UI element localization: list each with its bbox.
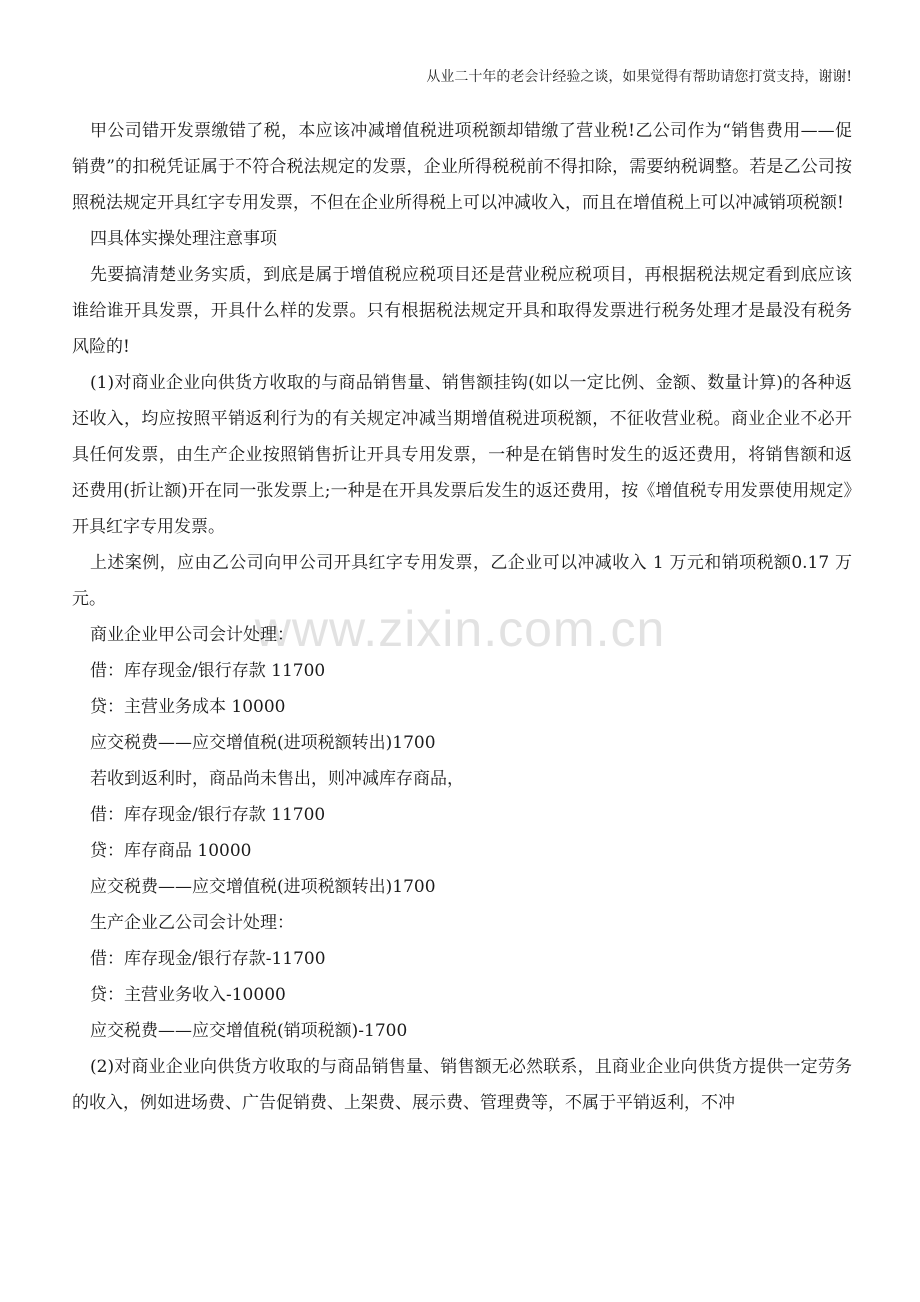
paragraph: 商业企业甲公司会计处理： <box>90 625 294 645</box>
paragraph: (2)对商业企业向供货方收取的与商品销售量、销售额无必然联系，且商业企业向供货方提供一定劳务的收入，例如进场费、广告促销费、上架费、展示费、管理费等，不属于平销返利，不冲 <box>72 1057 852 1113</box>
paragraph: 生产企业乙公司会计处理： <box>90 913 294 933</box>
journal-entry: 贷：主营业务成本 10000 <box>90 697 286 717</box>
paragraph: 先要搞清楚业务实质，到底是属于增值税应税项目还是营业税应税项目，再根据税法规定看到底应该谁给谁开具发票，开具什么样的发票。只有根据税法规定开具和取得发票进行税务处理才是最没有税务风险的! <box>72 265 852 357</box>
journal-entry: 借：库存现金/银行存款 11700 <box>90 661 326 681</box>
journal-entry: 应交税费——应交增值税(销项税额)-1700 <box>90 1021 408 1041</box>
header-note: 从业二十年的老会计经验之谈，如果觉得有帮助请您打赏支持，谢谢! <box>426 69 852 85</box>
paragraph: (1)对商业企业向供货方收取的与商品销售量、销售额挂钩(如以一定比例、金额、数量计算)的各种返还收入，均应按照平销返利行为的有关规定冲减当期增值税进项税额，不征收营业税。商业企业不必开具任何发票，由生产企业按照销售折让开具专用发票，一种是在销售时发生的返还费用，将销售额和返还费用(折让额)开在同一张发票上;一种是在开具发票后发生的返还费用，按《增值税专用发票使用规定》开具红字专用发票。 <box>72 373 852 537</box>
journal-entry: 应交税费——应交增值税(进项税额转出)1700 <box>90 877 436 897</box>
section-heading: 四具体实操处理注意事项 <box>90 229 277 249</box>
journal-entry: 贷：主营业务收入-10000 <box>90 985 286 1005</box>
document-body <box>72 113 852 1121</box>
journal-entry: 贷：库存商品 10000 <box>90 841 252 861</box>
journal-entry: 借：库存现金/银行存款 11700 <box>90 805 326 825</box>
journal-entry: 借：库存现金/银行存款-11700 <box>90 949 326 969</box>
journal-entry: 应交税费——应交增值税(进项税额转出)1700 <box>90 733 436 753</box>
paragraph: 上述案例，应由乙公司向甲公司开具红字专用发票，乙企业可以冲减收入 1 万元和销项税额0.17 万元。 <box>72 553 852 609</box>
paragraph: 甲公司错开发票缴错了税，本应该冲减增值税进项税额却错缴了营业税!乙公司作为“销售费用——促销费”的扣税凭证属于不符合税法规定的发票，企业所得税税前不得扣除，需要纳税调整。若是乙公司按照税法规定开具红字专用发票，不但在企业所得税上可以冲减收入，而且在增值税上可以冲减销项税额! <box>72 121 852 213</box>
paragraph: 若收到返利时，商品尚未售出，则冲减库存商品， <box>90 769 464 789</box>
watermark-text: www.zixin.com.cn <box>254 601 666 657</box>
